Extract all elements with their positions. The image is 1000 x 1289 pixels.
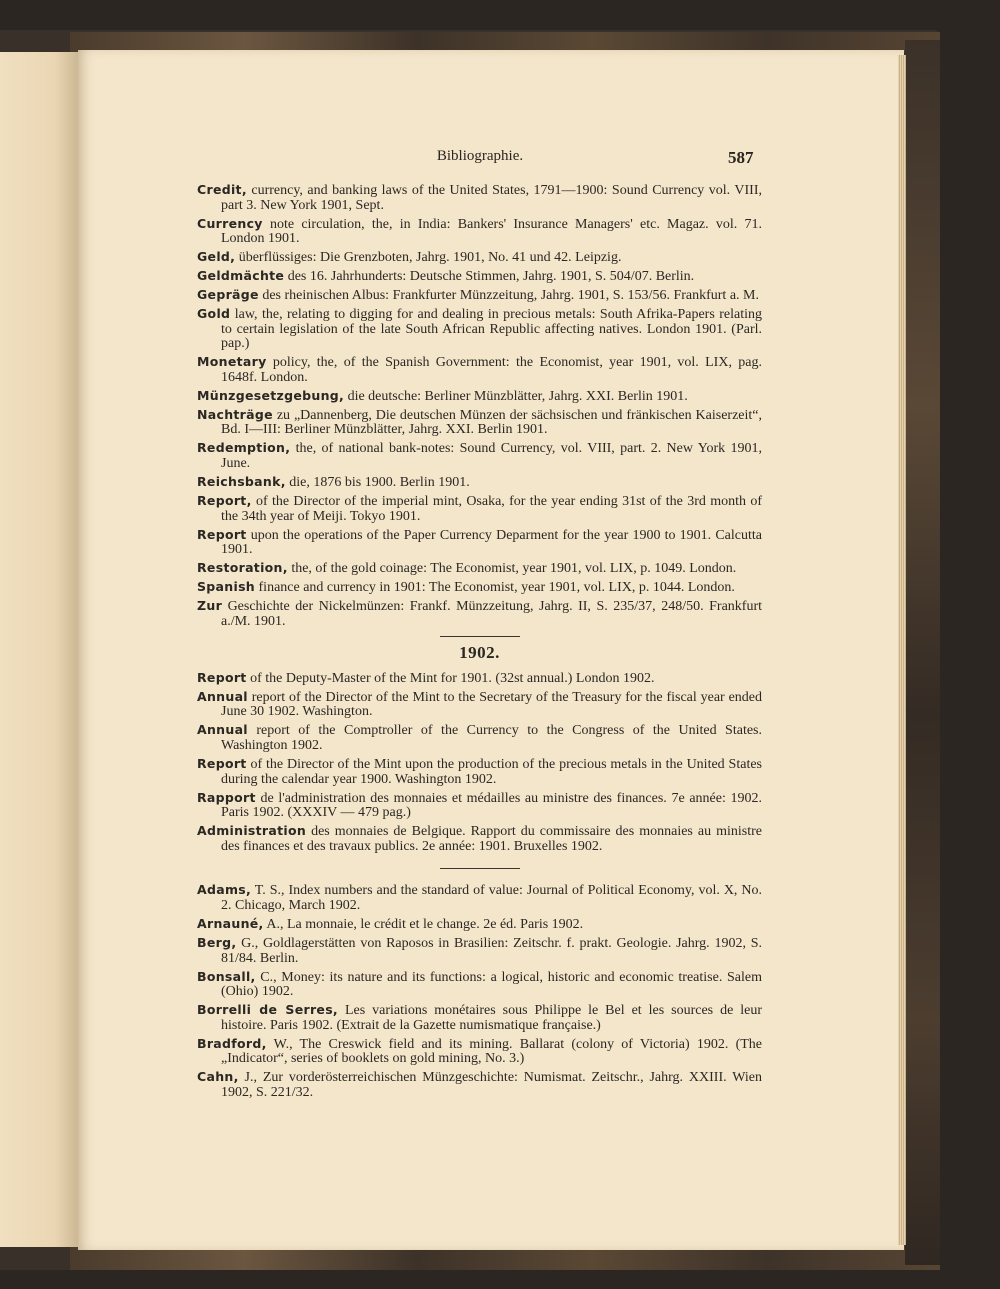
bibliography-entry <box>197 1070 762 1100</box>
bibliography-entry <box>197 671 762 687</box>
bibliography-entry <box>197 936 762 966</box>
entry-keyword: Annual <box>197 688 248 704</box>
entry-keyword: Berg, <box>197 934 237 950</box>
entry-keyword: Annual <box>197 722 248 738</box>
facing-page <box>0 52 78 1247</box>
entry-keyword: Report <box>197 756 247 772</box>
bibliography-entry <box>197 723 762 753</box>
bibliography-entry <box>197 475 762 491</box>
bibliography-entry <box>197 494 762 524</box>
section-rule <box>440 636 520 637</box>
entry-keyword: Redemption, <box>197 440 291 456</box>
bibliography-entry <box>197 183 762 213</box>
bibliography-content <box>197 183 762 1104</box>
entry-keyword: Rapport <box>197 789 256 805</box>
entry-keyword: Restoration, <box>197 560 288 576</box>
bibliography-entry <box>197 408 762 438</box>
bibliography-entry <box>197 599 762 629</box>
entry-keyword: Münzgesetzgebung, <box>197 387 345 403</box>
entry-text: C., Money: its nature and its functions: a logical, historic and economic treatise. Salem (Ohio) 1902. <box>221 969 762 1000</box>
entry-keyword: Adams, <box>197 882 252 898</box>
entry-text: of the Director of the Mint upon the production of the precious metals in the United States during the calendar year 1900. Washington 1902. <box>221 757 762 787</box>
entry-text: finance and currency in 1901: The Economist, year 1901, vol. LIX, p. 1044. London. <box>255 580 735 596</box>
entries-1902-authors <box>197 883 762 1100</box>
bibliography-entry <box>197 580 762 596</box>
entry-keyword: Credit, <box>197 182 247 197</box>
entry-keyword: Geld, <box>197 249 236 265</box>
bibliography-entry <box>197 250 762 266</box>
bibliography-entry <box>197 307 762 352</box>
page-number: 587 <box>728 148 754 167</box>
running-head <box>0 148 1000 170</box>
entry-text: de l'administration des monnaies et médailles au ministre des finances. 7e année: 1902. Paris 1902. (XXXIV — 479 pag.) <box>221 790 762 821</box>
bibliography-entry <box>197 757 762 787</box>
entry-text: die deutsche: Berliner Münzblätter, Jahrg. XXI. Berlin 1901. <box>344 388 688 404</box>
entry-keyword: Report <box>197 669 247 685</box>
entry-keyword: Bradford, <box>197 1035 267 1051</box>
bibliography-entry <box>197 690 762 720</box>
entry-keyword: Currency <box>197 215 263 231</box>
page-edge <box>898 55 906 1245</box>
entry-text: die, 1876 bis 1900. Berlin 1901. <box>285 475 470 490</box>
bibliography-entry <box>197 917 762 933</box>
entries-1902-official <box>197 671 762 854</box>
bibliography-entry <box>197 1003 762 1033</box>
entry-text: des rheinischen Albus: Frankfurter Münzzeitung, Jahrg. 1901, S. 153/56. Frankfurt a. M. <box>258 288 759 304</box>
section-rule <box>440 868 520 869</box>
entry-text: J., Zur vorderösterreichischen Münzgeschichte: Numismat. Zeitschr., Jahrg. XXIII. Wien 1902, S. 221/32. <box>221 1070 762 1100</box>
entry-text: the, of national bank-notes: Sound Currency, vol. VIII, part. 2. New York 1901, June. <box>221 441 762 472</box>
entry-keyword: Spanish <box>197 579 256 595</box>
bibliography-entry <box>197 441 762 471</box>
entry-text: note circulation, the, in India: Bankers' Insurance Managers' etc. Magaz. vol. 71. London 1901. <box>221 216 762 247</box>
cover-top-edge <box>70 32 940 52</box>
bibliography-entry <box>197 355 762 385</box>
bibliography-entry <box>197 561 762 577</box>
bibliography-entry <box>197 269 762 285</box>
entry-keyword: Nachträge <box>197 406 273 422</box>
bibliography-entry <box>197 288 762 304</box>
entry-text: A., La monnaie, le crédit et le change. 2e éd. Paris 1902. <box>263 916 584 932</box>
bibliography-entry <box>197 791 762 821</box>
entry-text: policy, the, of the Spanish Government: the Economist, year 1901, vol. LIX, pag. 1648f. London. <box>221 355 762 385</box>
entry-keyword: Zur <box>197 598 223 614</box>
entry-keyword: Administration <box>197 823 307 839</box>
entry-text: report of the Comptroller of the Currency to the Congress of the United States. Washington 1902. <box>221 723 762 754</box>
entry-keyword: Report <box>197 526 247 542</box>
entry-text: the, of the gold coinage: The Economist, year 1901, vol. LIX, p. 1049. London. <box>287 561 737 577</box>
entry-keyword: Bonsall, <box>197 968 256 984</box>
entry-text: report of the Director of the Mint to the Secretary of the Treasury for the fiscal year ended June 30 1902. Washington. <box>221 689 762 720</box>
cover-right-edge <box>905 40 940 1265</box>
entry-keyword: Gold <box>197 306 231 322</box>
entry-text: upon the operations of the Paper Currency Deparment for the year 1900 to 1901. Calcutta 1901. <box>221 527 762 558</box>
bibliography-entry <box>197 883 762 913</box>
entry-text: G., Goldlagerstätten von Raposos in Brasilien: Zeitschr. f. prakt. Geologie. Jahrg. 1902, S. 81/84. Berlin. <box>221 935 762 966</box>
entry-keyword: Report, <box>197 492 252 508</box>
year-heading: 1902. <box>459 643 500 663</box>
entry-keyword: Cahn, <box>197 1069 239 1085</box>
entry-keyword: Gepräge <box>197 287 259 303</box>
entry-text: law, the, relating to digging for and dealing in precious metals: South Afrika-Papers relating to certain legislation of the late South African Republic affecting natives. London 1901. (Parl. pap.) <box>221 307 762 352</box>
running-head-title: Bibliographie. <box>436 148 524 164</box>
entry-keyword: Reichsbank, <box>197 474 286 489</box>
entry-text: Geschichte der Nickelmünzen: Frankf. Münzzeitung, Jahrg. II, S. 235/37, 248/50. Frankfurt a./M. 1901. <box>221 599 762 629</box>
bibliography-entry <box>197 528 762 558</box>
entry-text: of the Deputy-Master of the Mint for 1901. (32st annual.) London 1902. <box>246 670 655 686</box>
entry-text: des 16. Jahrhunderts: Deutsche Stimmen, Jahrg. 1901, S. 504/07. Berlin. <box>284 269 695 285</box>
entries-1901 <box>197 183 762 629</box>
entry-keyword: Geldmächte <box>197 268 285 284</box>
entry-text: zu „Dannenberg, Die deutschen Münzen der sächsischen und fränkischen Kaiserzeit“, Bd. I—III: Berliner Münzblätter, Jahrg. XXI. Berlin 1901. <box>221 407 762 438</box>
entry-text: des monnaies de Belgique. Rapport du commissaire des monnaies au ministre des finances et des travaux publics. 2e année: 1901. Bruxelles 1902. <box>221 824 762 854</box>
entry-text: überflüssiges: Die Grenzboten, Jahrg. 1901, No. 41 und 42. Leipzig. <box>235 250 622 266</box>
entry-text: Les variations monétaires sous Philippe le Bel et les sources de leur histoire. Paris 1902. (Extrait de la Gazette numismatique française.) <box>221 1003 762 1033</box>
entry-keyword: Monetary <box>197 354 267 370</box>
entry-keyword: Borrelli de Serres, <box>197 1002 338 1018</box>
entry-text: currency, and banking laws of the United States, 1791—1900: Sound Currency vol. VIII, part 3. New York 1901, Sept. <box>221 183 762 213</box>
bibliography-entry <box>197 824 762 854</box>
entry-keyword: Arnauné, <box>197 915 264 931</box>
entry-text: of the Director of the imperial mint, Osaka, for the year ending 31st of the 3rd month of the 34th year of Meiji. Tokyo 1901. <box>221 493 762 524</box>
entry-text: W., The Creswick field and its mining. Ballarat (colony of Victoria) 1902. (The „Indicator“, series of booklets on gold mining, No. 3.) <box>221 1036 762 1067</box>
bibliography-entry <box>197 389 762 405</box>
entry-text: T. S., Index numbers and the standard of value: Journal of Political Economy, vol. X, No. 2. Chicago, March 1902. <box>221 883 762 913</box>
bibliography-entry <box>197 1037 762 1067</box>
bibliography-entry <box>197 217 762 247</box>
bibliography-entry <box>197 970 762 1000</box>
